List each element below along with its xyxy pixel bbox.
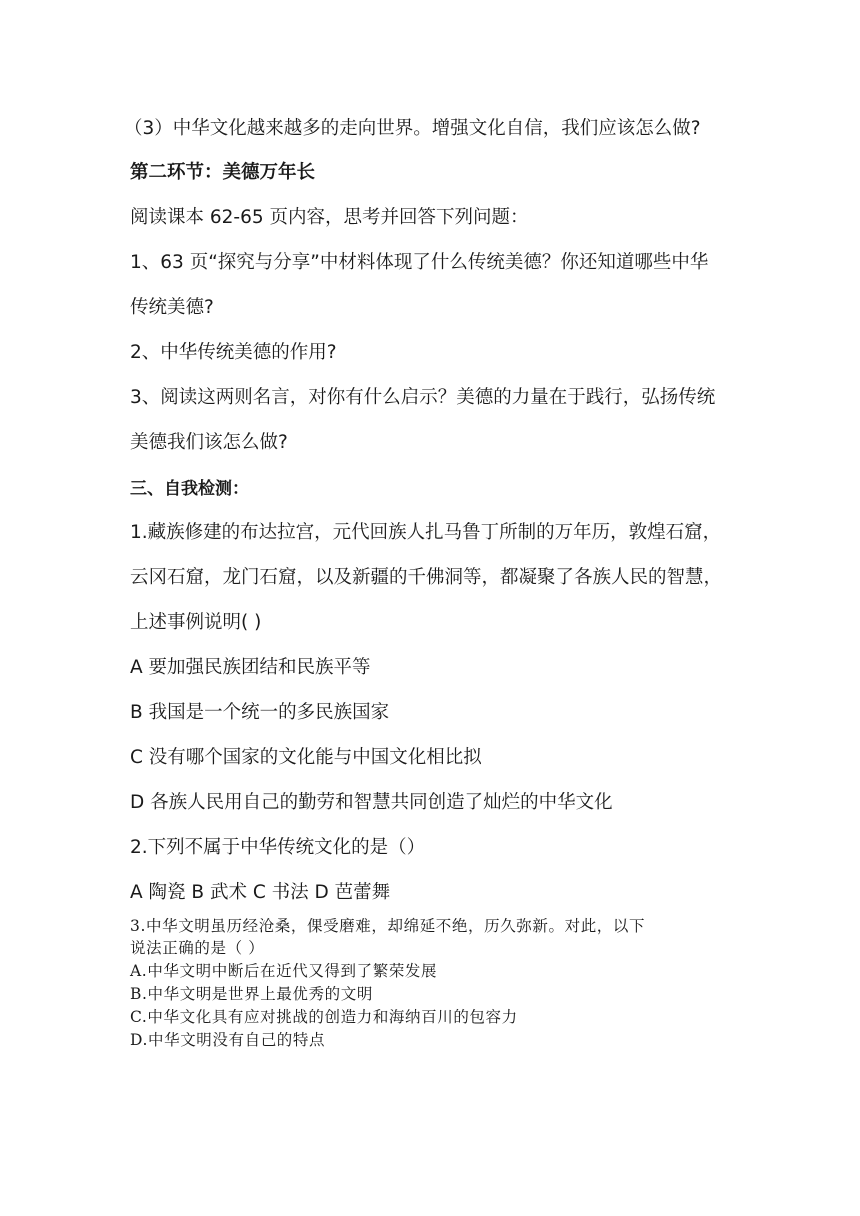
test-q3-option-d: D.中华文明没有自己的特点 <box>130 1031 326 1049</box>
test-q1-line-2: 云冈石窟，龙门石窟，以及新疆的千佛洞等，都凝聚了各族人民的智慧， <box>130 567 723 588</box>
test-q3-option-c: C.中华文化具有应对挑战的创造力和海纳百川的包容力 <box>130 1008 518 1026</box>
test-q1-option-c: C 没有哪个国家的文化能与中国文化相比拟 <box>130 747 482 768</box>
section-heading-virtue: 第二环节：美德万年长 <box>130 162 316 183</box>
test-q1-option-b: B 我国是一个统一的多民族国家 <box>130 702 390 723</box>
test-q1-line-3: 上述事例说明( ) <box>130 612 262 633</box>
test-q3-line-1: 3.中华文明虽历经沧桑，倮受磨难，却绵延不绝，历久弥新。对此，以下 <box>130 917 646 935</box>
question-2: 2、中华传统美德的作用? <box>130 342 337 363</box>
question-3-intro: （3）中华文化越来越多的走向世界。增强文化自信，我们应该怎么做? <box>124 118 701 139</box>
test-q1-option-d: D 各族人民用自己的勤劳和智慧共同创造了灿烂的中华文化 <box>130 792 613 813</box>
question-3-line-1: 3、阅读这两则名言，对你有什么启示？美德的力量在于践行，弘扬传统 <box>130 387 716 408</box>
reading-instruction: 阅读课本 62-65 页内容，思考并回答下列问题： <box>130 207 529 228</box>
test-q3-line-2: 说法正确的是（ ） <box>130 939 265 957</box>
test-q1-option-a: A 要加强民族团结和民族平等 <box>130 657 371 678</box>
question-1-line-2: 传统美德? <box>130 297 214 318</box>
test-q3-option-a: A.中华文明中断后在近代又得到了繁荣发展 <box>130 962 438 980</box>
question-1-line-1: 1、63 页“探究与分享”中材料体现了什么传统美德？你还知道哪些中华 <box>130 252 709 273</box>
test-q2: 2.下列不属于中华传统文化的是（） <box>130 837 426 858</box>
test-q3-option-b: B.中华文明是世界上最优秀的文明 <box>130 985 373 1003</box>
question-3-line-2: 美德我们该怎么做? <box>130 432 288 453</box>
test-q1-line-1: 1.藏族修建的布达拉宫，元代回族人扎马鲁丁所制的万年历，敦煌石窟， <box>130 522 722 543</box>
section-heading-self-test: 三、自我检测： <box>130 479 249 499</box>
test-q2-options: A 陶瓷 B 武术 C 书法 D 芭蕾舞 <box>130 882 391 903</box>
